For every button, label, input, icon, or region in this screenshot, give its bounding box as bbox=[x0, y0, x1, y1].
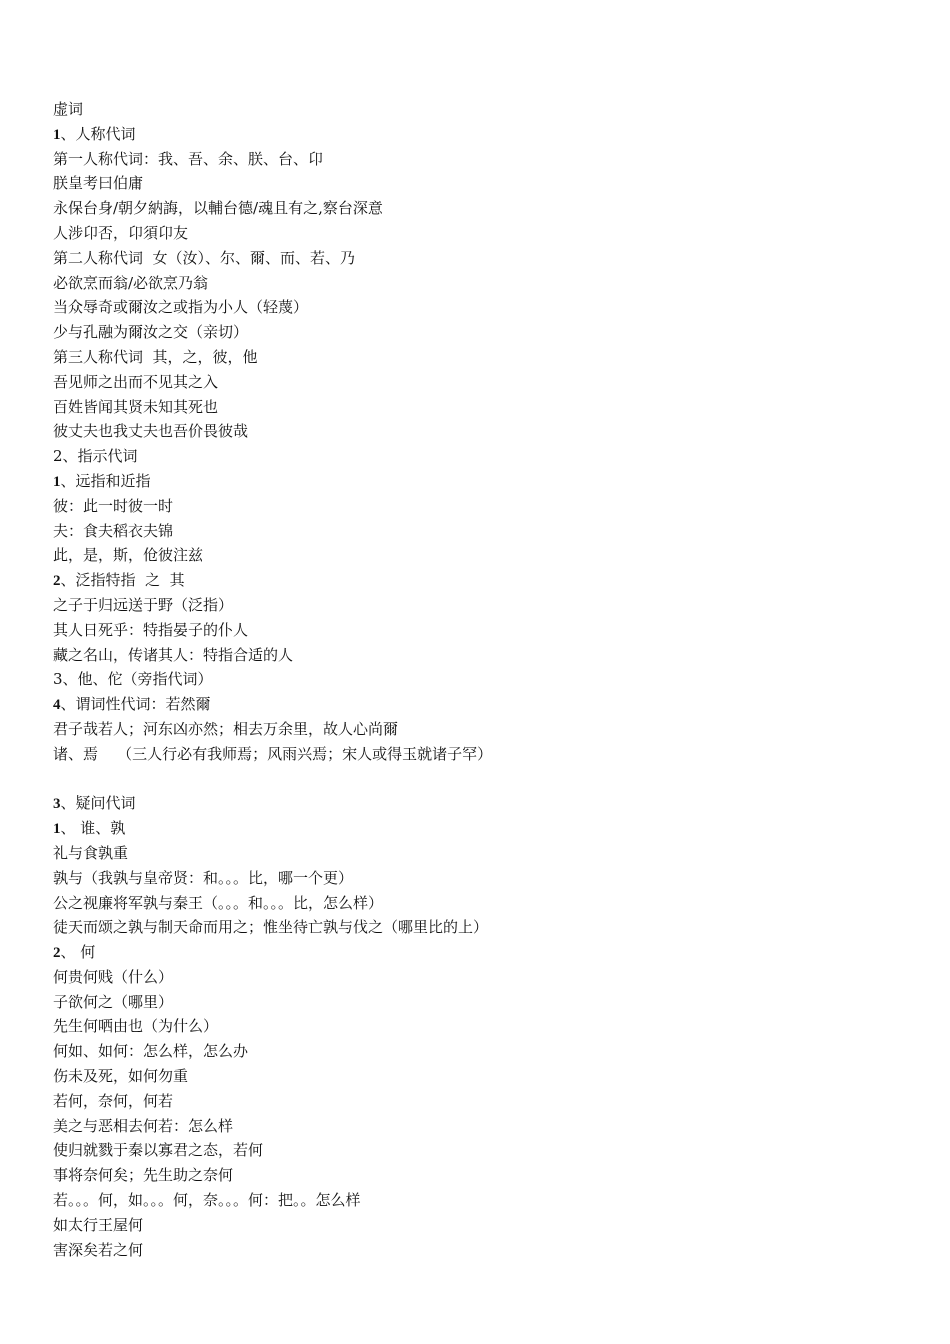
line-text: 、人称代词 bbox=[60, 124, 136, 143]
line-text: 美之与恶相去何若：怎么样 bbox=[53, 1116, 234, 1135]
line-text: 人涉卬否，卬須卬友 bbox=[53, 223, 189, 242]
text-line bbox=[53, 246, 913, 271]
text-line bbox=[53, 1238, 913, 1263]
line-text: 、远指和近指 bbox=[60, 471, 151, 490]
text-line bbox=[53, 1039, 913, 1064]
line-number: 3 bbox=[53, 796, 61, 813]
line-text: 夫：食夫稻衣夫锦 bbox=[53, 521, 174, 540]
line-text: 此，是，斯，伧彼注兹 bbox=[53, 546, 204, 565]
text-line bbox=[53, 791, 913, 816]
line-text: 第一人称代词：我、吾、余、朕、台、卬 bbox=[53, 149, 324, 168]
line-text: 伤未及死，如何勿重 bbox=[53, 1067, 189, 1086]
line-text: 百姓皆闻其贤未知其死也 bbox=[53, 397, 219, 416]
line-text: 第三人称代词 其，之，彼，他 bbox=[53, 347, 258, 366]
line-text: 必欲烹而翁/必欲烹乃翁 bbox=[53, 273, 209, 292]
text-line bbox=[53, 171, 913, 196]
line-text: 、 何 bbox=[60, 943, 96, 962]
line-text: 吾见师之出而不见其之入 bbox=[53, 372, 219, 391]
line-text: 使归就戮于秦以寡君之态，若何 bbox=[53, 1141, 264, 1160]
text-line bbox=[53, 1188, 913, 1213]
text-line bbox=[53, 320, 913, 345]
text-line bbox=[53, 147, 913, 172]
line-text: 、 谁、孰 bbox=[60, 819, 126, 838]
text-line bbox=[53, 990, 913, 1015]
text-line bbox=[53, 1089, 913, 1114]
text-line bbox=[53, 1213, 913, 1238]
text-line bbox=[53, 1163, 913, 1188]
line-text: 子欲何之（哪里） bbox=[53, 992, 174, 1011]
text-line bbox=[53, 543, 913, 568]
line-text: 先生何哂由也（为什么） bbox=[53, 1017, 219, 1036]
text-line bbox=[53, 295, 913, 320]
text-line bbox=[53, 1138, 913, 1163]
text-line bbox=[53, 395, 913, 420]
text-line bbox=[53, 271, 913, 296]
line-text: 当众辱奇或爾汝之或指为小人（轻蔑） bbox=[53, 298, 309, 317]
line-text: 君子哉若人；河东凶亦然；相去万余里，故人心尚爾 bbox=[53, 719, 399, 738]
line-text: 若何，奈何，何若 bbox=[53, 1091, 174, 1110]
line-text: 孰与（我孰与皇帝贤：和。。。比，哪一个更） bbox=[53, 868, 354, 887]
text-line bbox=[53, 767, 913, 792]
line-text: 若。。。何，如。。。何，奈。。。何：把。。怎么样 bbox=[53, 1191, 361, 1210]
text-line bbox=[53, 469, 913, 494]
line-text: 何贵何贱（什么） bbox=[53, 967, 174, 986]
line-number: 1 bbox=[53, 126, 61, 143]
line-text: 朕皇考曰伯庸 bbox=[53, 174, 144, 193]
text-line bbox=[53, 667, 913, 692]
line-text: 、疑问代词 bbox=[60, 794, 136, 813]
line-text: 事将奈何矣；先生助之奈何 bbox=[53, 1166, 234, 1185]
line-text: 2、指示代词 bbox=[53, 447, 138, 466]
line-number: 2 bbox=[53, 945, 61, 962]
line-text: 3、他、佗（旁指代词） bbox=[53, 670, 213, 689]
line-text: 徒天而颂之孰与制天命而用之；惟坐待亡孰与伐之（哪里比的上） bbox=[53, 918, 489, 937]
line-number: 4 bbox=[53, 697, 61, 714]
text-line bbox=[53, 196, 913, 221]
text-line bbox=[53, 1114, 913, 1139]
text-line bbox=[53, 593, 913, 618]
text-line bbox=[53, 841, 913, 866]
text-line bbox=[53, 643, 913, 668]
text-line bbox=[53, 940, 913, 965]
text-line bbox=[53, 965, 913, 990]
text-line bbox=[53, 717, 913, 742]
text-line bbox=[53, 866, 913, 891]
line-text: 如太行王屋何 bbox=[53, 1215, 144, 1234]
text-line bbox=[53, 816, 913, 841]
text-line bbox=[53, 692, 913, 717]
text-line bbox=[53, 444, 913, 469]
line-text: 藏之名山，传诸其人：特指合适的人 bbox=[53, 645, 294, 664]
line-text: 公之视廉将军孰与秦王（。。。和。。。比，怎么样） bbox=[53, 893, 384, 912]
text-line bbox=[53, 1014, 913, 1039]
text-line bbox=[53, 345, 913, 370]
line-text: 、泛指特指 之 其 bbox=[60, 571, 185, 590]
line-text: 彼丈夫也我丈夫也吾价畏彼哉 bbox=[53, 422, 249, 441]
line-text: 、谓词性代词：若然爾 bbox=[60, 695, 211, 714]
line-text: 之子于归远送于野（泛指） bbox=[53, 595, 234, 614]
document-page bbox=[53, 97, 913, 1262]
line-text: 何如、如何：怎么样，怎么办 bbox=[53, 1042, 249, 1061]
text-line bbox=[53, 568, 913, 593]
text-line bbox=[53, 494, 913, 519]
line-text: 礼与食孰重 bbox=[53, 843, 129, 862]
line-number: 1 bbox=[53, 473, 61, 490]
text-line bbox=[53, 97, 913, 122]
text-line bbox=[53, 122, 913, 147]
line-number: 1 bbox=[53, 821, 61, 838]
text-line bbox=[53, 419, 913, 444]
line-number: 2 bbox=[53, 573, 61, 590]
line-text: 诸、焉 （三人行必有我师焉；风雨兴焉；宋人或得玉就诸子罕） bbox=[53, 744, 493, 763]
text-line bbox=[53, 618, 913, 643]
line-text: 彼：此一时彼一时 bbox=[53, 496, 174, 515]
line-text: 虚词 bbox=[53, 100, 84, 118]
text-line bbox=[53, 891, 913, 916]
line-text: 第二人称代词 女（汝）、尔、爾、而、若、乃 bbox=[53, 248, 356, 267]
line-text: 害深矣若之何 bbox=[53, 1240, 144, 1259]
text-line bbox=[53, 519, 913, 544]
line-text: 永保台身/朝夕納誨，以輔台德/魂且有之,察台深意 bbox=[53, 199, 383, 218]
text-line bbox=[53, 1064, 913, 1089]
text-line bbox=[53, 221, 913, 246]
line-text: 少与孔融为爾汝之交（亲切） bbox=[53, 323, 249, 342]
text-line bbox=[53, 370, 913, 395]
text-line bbox=[53, 915, 913, 940]
text-line bbox=[53, 742, 913, 767]
line-text: 其人日死乎：特指晏子的仆人 bbox=[53, 620, 249, 639]
